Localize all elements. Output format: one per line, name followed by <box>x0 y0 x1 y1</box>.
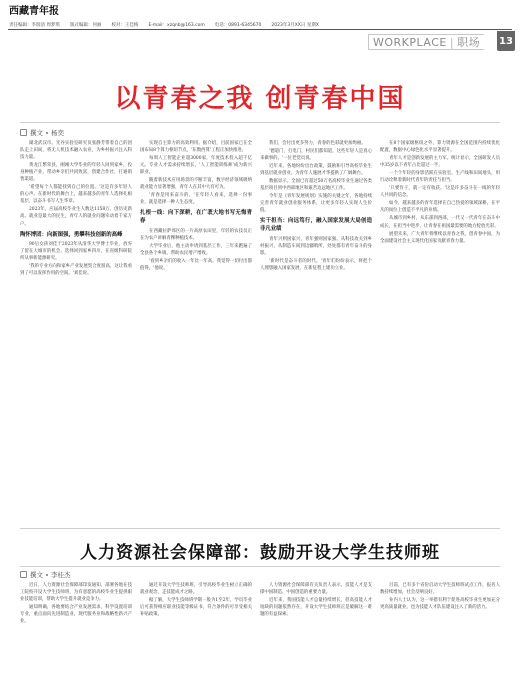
article1-column-4 <box>380 140 500 520</box>
paragraph: 目前，已有多个省份启动大学生技师班试点工作，报名人数持续增加，社会反响良好。 <box>380 583 500 596</box>
paragraph: 随着新技术应用场景的不断丰富，数字经济领域吸纳就业能力显著增强，青年人在其中大有可为。 <box>140 178 252 191</box>
paragraph: 黄龙江繁荣县，刚刚大学毕业的年轻人回到家乡，投身种植产业，带动乡亲们共同致富，创建合作社，打通销售渠道。 <box>20 163 132 183</box>
paragraph: 青年人才是创新发展的主力军。统计显示，全国研发人员中35岁以下青年占比超过一半。 <box>380 156 500 169</box>
paragraph: 在8个国家级枢纽之外，算力资源在全国范围内持续优化配置，数据中心绿色化水平显著提升。 <box>380 141 500 154</box>
article2-column-2 <box>140 582 252 694</box>
dot-icon <box>46 132 48 134</box>
document-icon <box>20 129 27 136</box>
paragraph: 近日，人力资源社会保障部印发通知，部署各地在技工院校开设大学生技师班，为有意愿的高校毕业生提供职业技能培训，帮助大学生提升就业竞争力。 <box>20 583 132 603</box>
paragraph: 每周人工智能企业超3000家，年度技术投入超千亿元。专业人才需求持续增长，'人工智能训练师'成为新兴职业。 <box>140 156 252 176</box>
article2-byline <box>20 570 71 579</box>
byline-author: 杨奕 <box>51 129 64 137</box>
paragraph: '我的专业方向和家乡产业发展契合度很高，这让我看到了可以发挥作用的空间。'刘佳说。 <box>20 264 132 277</box>
article1-byline <box>20 128 64 137</box>
paragraph: '看到乡亲们的收入一年比一年高，我觉得一切付出都值得。'他说。 <box>140 258 252 271</box>
paragraph: 大学毕业后，他主动申请到基层工作，三年来跑遍了全县各个乡镇，帮助农民增产增收。 <box>140 243 252 256</box>
divider <box>20 122 500 123</box>
article1-column-2 <box>140 140 252 520</box>
paragraph: 数据显示，全国已有超过50万名高校毕业生通过各类基层项目到中西部地区和艰苦边远地区工作。 <box>260 179 372 192</box>
paragraph: 今年是《青年发展规划》实施的关键之年，各地持续完善青年就业创业服务体系，让更多年轻人实现人生价值。 <box>260 194 372 214</box>
subheading: 陶怀博团：向新图强，勇攀科技创新的高峰 <box>20 231 123 238</box>
section-cn: 职场 <box>457 36 481 49</box>
paragraph: 我们，会付出更多努力，青春的色彩就更加绚丽。 <box>269 141 366 146</box>
meta-item: 校对：王佳梅 <box>111 23 139 28</box>
paragraph: '希望每个人都能找到自己的位置。'这是许多年轻人的心声。在新时代的舞台上，越来越多的青年人选择扎根基层，以奋斗书写人生华章。 <box>20 185 132 205</box>
byline-author: 李桂杰 <box>51 571 71 579</box>
document-icon <box>20 571 27 578</box>
byline-label: 撰文 <box>30 571 43 579</box>
article2-column-4 <box>380 582 500 694</box>
paper-name: 西藏青年报 <box>9 6 59 17</box>
paragraph: 湖北武汉市。光谷实验室研究员张静芳带着自己的团队走上田间，将无人机技术融入农业，为乡村振兴注入科技力量。 <box>20 141 132 161</box>
header-divider <box>8 29 512 30</box>
paragraph: 通知明确，各地要结合产业发展需求，科学设置培训专业，重点面向先进制造业、现代服务业和战略性新兴产业。 <box>20 605 132 625</box>
paragraph: '德道门，打电门，村民们都知道，这些年轻人是真心来做事的。'一位老党员说。 <box>260 149 372 162</box>
paragraph: 从城市到乡村，从东部到西部，一代又一代青年在奋斗中成长，在担当中进步，让青春在祖国最需要的地方绽放光彩。 <box>380 216 500 229</box>
paragraph: 在西藏拉萨郊区的一片高原农田里，年轻的农技员正在为农户讲解青稞种植技术。 <box>140 228 252 241</box>
page-header <box>0 0 520 70</box>
article2-headline: 人力资源社会保障部：鼓励开设大学生技师班 <box>80 543 440 563</box>
dot-icon <box>46 574 48 576</box>
paragraph: 青年兴则国家兴，青年强则国家强。从科技攻关到乡村振兴，从制造车间到边疆哨所，处处都有青年奋斗的身影。 <box>260 236 372 256</box>
paragraph: 如今，越来越多的青年选择在自己热爱的领域深耕，在平凡的岗位上创造不平凡的业绩。 <box>380 201 500 214</box>
paragraph: 2023年，应届高校毕业生人数达1158万，创历史新高。就业是最大的民生，青年人的就业问题牵动着千家万户。 <box>20 207 132 227</box>
paragraph: '青春是用来奋斗的。'在年轻人看来，选择一份事业，就是选择一种人生态度。 <box>140 193 252 206</box>
paragraph: 近年来，我国技能人才总量持续增长，但高技能人才短缺的问题依然存在，开设大学生技师班正是破解这一难题的有益探索。 <box>260 598 372 618</box>
meta-item: E-mail：xzqnb@163.com <box>148 23 205 28</box>
article2-column-3 <box>260 582 372 694</box>
section-separator: | <box>449 35 455 49</box>
paragraph: 展望未来，广大青年将继续以青春之我，创青春中国，为全面建设社会主义现代化国家贡献青春力量。 <box>380 231 500 244</box>
meta-row <box>9 22 509 28</box>
byline-label: 撰文 <box>30 129 43 137</box>
article1-column-1 <box>20 140 132 520</box>
article1-column-3 <box>260 140 372 520</box>
meta-item: 电话：0891-6345670 <box>214 23 262 28</box>
paragraph: 人力资源社会保障部有关负责人表示，技能人才是支撑中国制造、中国创造的重要力量。 <box>260 583 372 596</box>
section-en: WORKPLACE <box>373 35 447 49</box>
article1-headline: 以青春之我 创青春中国 <box>114 84 406 114</box>
paragraph: 近年来，各地纷纷出台政策，鼓励和引导高校毕业生到基层就业创业，为青年人施展才华提供了广阔舞台。 <box>260 164 372 177</box>
paragraph: 据了解，大学生技师班学制一般为1至2年，学员毕业后可获得相应职业技能等级证书，符合条件的可享受相关补贴政策。 <box>140 598 252 618</box>
meta-item: 2023年3月XX日 星期X <box>271 23 319 28</box>
paragraph: 业内人士认为，这一举措有利于促进高校毕业生更加充分更高质量就业，也为技能人才队伍建设注入了新的活力。 <box>380 598 500 611</box>
paragraph: 一个个年轻的身影活跃在实验室、生产线和田间地头，用行动诠释着新时代青年的责任与担当。 <box>380 171 500 184</box>
divider <box>20 566 500 567</box>
page-number: 13 <box>497 31 515 51</box>
paragraph: '新时代是奋斗者的时代。'青年们纷纷表示，将把个人理想融入国家发展，在新征程上建功立业。 <box>260 258 372 271</box>
meta-item: 责任编辑：李瑞清 周梦琪 <box>9 23 60 28</box>
paragraph: 通过开设大学生技师班，引导高校毕业生树立正确的就业观念，走技能成才之路。 <box>140 583 252 596</box>
divider <box>20 528 500 529</box>
section-label <box>368 34 484 50</box>
paragraph: 90后女孩刘佳于2023年从清华大学博士毕业，放弃了留在大城市的机会，选择回到家乡四川，在省级科研院所从事新能源研究。 <box>20 242 132 262</box>
article2-column-1 <box>20 582 132 694</box>
meta-item: 版式编辑：何丽 <box>69 23 102 28</box>
subheading: 扎根一线：向下深耕，在广袤大地书写无悔青春 <box>140 210 252 225</box>
paragraph: 实现自主算力的高效利用。据介绍，目前国家已在全国布局8个算力枢纽节点，'东数西算'工程正加快推进。 <box>140 141 252 154</box>
paragraph: '只要肯干，就一定有收获。'这是许多奋斗在一线的年轻人共同的信念。 <box>380 186 500 199</box>
subheading: 实干担当：向远笃行，融入国家发展大局创造非凡业绩 <box>260 218 372 233</box>
